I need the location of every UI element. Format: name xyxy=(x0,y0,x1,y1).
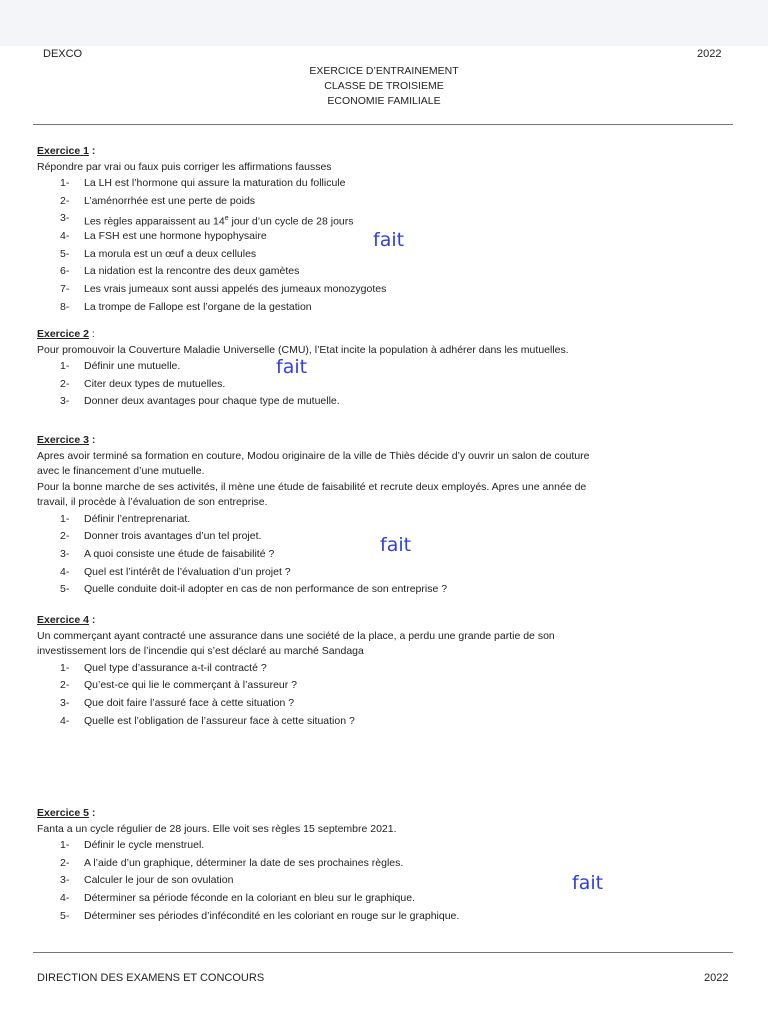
annotation-fait: fait xyxy=(276,356,308,378)
list-item: 3- Calculer le jour de son ovulation xyxy=(60,874,234,887)
list-item: 7- Les vrais jumeaux sont aussi appelés des jumeaux monozygotes xyxy=(60,283,387,296)
list-item: 5- La morula est un œuf a deux cellules xyxy=(60,247,257,260)
question-list xyxy=(37,660,737,731)
exercise-intro: Un commerçant ayant contracté une assurance dans une société de la place, a perdu une grande partie de son xyxy=(37,629,555,642)
list-item: 4- Déterminer sa période féconde en la coloriant en bleu sur le graphique. xyxy=(60,892,415,905)
list-item: 5- Quelle conduite doit-il adopter en cas de non performance de son entreprise ? xyxy=(60,583,448,596)
footer-org: DIRECTION DES EXAMENS ET CONCOURS xyxy=(37,972,265,984)
list-item: 4- La FSH est une hormone hypophysaire xyxy=(60,230,267,243)
list-item: 3- A quoi consiste une étude de faisabilité ? xyxy=(60,547,275,560)
exercise-4 xyxy=(37,613,737,730)
list-item: 5- Déterminer ses périodes d’infécondité en les coloriant en rouge sur le graphique. xyxy=(60,909,460,922)
question-list xyxy=(37,358,737,411)
exercise-intro: Apres avoir terminé sa formation en couture, Modou originaire de la ville de Thiès décide d’y ouvrir un salon de couture xyxy=(37,449,590,462)
list-item: 1- Définir une mutuelle. xyxy=(60,360,181,372)
exercise-title: Exercice 2 : xyxy=(37,328,95,340)
list-item: 4- Quelle est l’obligation de l’assureur face à cette situation ? xyxy=(60,714,355,727)
exercise-intro: investissement lors de l’incendie qui s’est déclaré au marché Sandaga xyxy=(37,645,364,657)
exercise-intro: Pour la bonne marche de ses activités, il mène une étude de faisabilité et recrute deux employés. Apres une année de xyxy=(37,480,587,493)
header-org: DEXCO xyxy=(43,48,83,60)
exercise-3 xyxy=(37,433,737,599)
list-item: 2- L’aménorrhée est une perte de poids xyxy=(60,194,256,207)
list-item: 4- Quel est l’intérêt de l’évaluation d’un projet ? xyxy=(60,565,291,578)
exercise-title: Exercice 1 : xyxy=(37,145,96,157)
exercise-title: Exercice 3 : xyxy=(37,434,96,446)
list-item: 2- A l’aide d’un graphique, déterminer la date de ses prochaines règles. xyxy=(60,856,404,869)
header-line-1: EXERCICE D’ENTRAINEMENT xyxy=(309,65,459,77)
exercise-title: Exercice 5 : xyxy=(37,807,96,819)
exercise-2 xyxy=(37,327,737,411)
list-item: 1- La LH est l’hormone qui assure la maturation du follicule xyxy=(60,177,346,189)
list-item: 6- La nidation est la rencontre des deux gamètes xyxy=(60,265,300,278)
exercise-title: Exercice 4 : xyxy=(37,614,96,626)
list-item: 2- Qu’est-ce qui lie le commerçant à l’assureur ? xyxy=(60,679,298,692)
exercise-intro: Fanta a un cycle régulier de 28 jours. Elle voit ses règles 15 septembre 2021. xyxy=(37,822,397,835)
exercise-intro: avec le financement d’une mutuelle. xyxy=(37,465,205,477)
document-page xyxy=(0,46,768,1024)
list-item: 8- La trompe de Fallope est l’organe de la gestation xyxy=(60,300,312,313)
list-item: 1- Quel type d’assurance a-t-il contracté ? xyxy=(60,661,267,674)
header-line-2: CLASSE DE TROISIEME xyxy=(324,80,444,92)
annotation-fait: fait xyxy=(572,872,604,894)
header-line-3: ECONOMIE FAMILIALE xyxy=(327,95,441,107)
footer-year: 2022 xyxy=(704,972,729,984)
annotation-fait: fait xyxy=(373,229,405,251)
question-list xyxy=(37,837,737,925)
list-item: 1- Définir le cycle menstruel. xyxy=(60,839,205,851)
list-item: 3- Les règles apparaissent au 14e jour d’un cycle de 28 jours xyxy=(60,212,354,228)
header-divider xyxy=(33,124,733,125)
footer-divider xyxy=(33,952,733,953)
exercise-intro: Répondre par vrai ou faux puis corriger les affirmations fausses xyxy=(37,160,332,173)
exercise-intro: Pour promouvoir la Couverture Maladie Universelle (CMU), l’Etat incite la population à adhérer dans les mutuelles. xyxy=(37,343,569,356)
exercise-intro: travail, il procède à l’évaluation de son entreprise. xyxy=(37,496,268,508)
list-item: 1- Définir l’entreprenariat. xyxy=(60,512,191,525)
exercise-5 xyxy=(37,806,737,925)
list-item: 2- Donner trois avantages d’un tel projet. xyxy=(60,530,262,543)
header-year: 2022 xyxy=(697,48,722,60)
annotation-fait: fait xyxy=(380,534,412,556)
list-item: 3- Que doit faire l’assuré face à cette situation ? xyxy=(60,696,295,709)
list-item: 2- Citer deux types de mutuelles. xyxy=(60,377,226,390)
list-item: 3- Donner deux avantages pour chaque type de mutuelle. xyxy=(60,395,340,408)
